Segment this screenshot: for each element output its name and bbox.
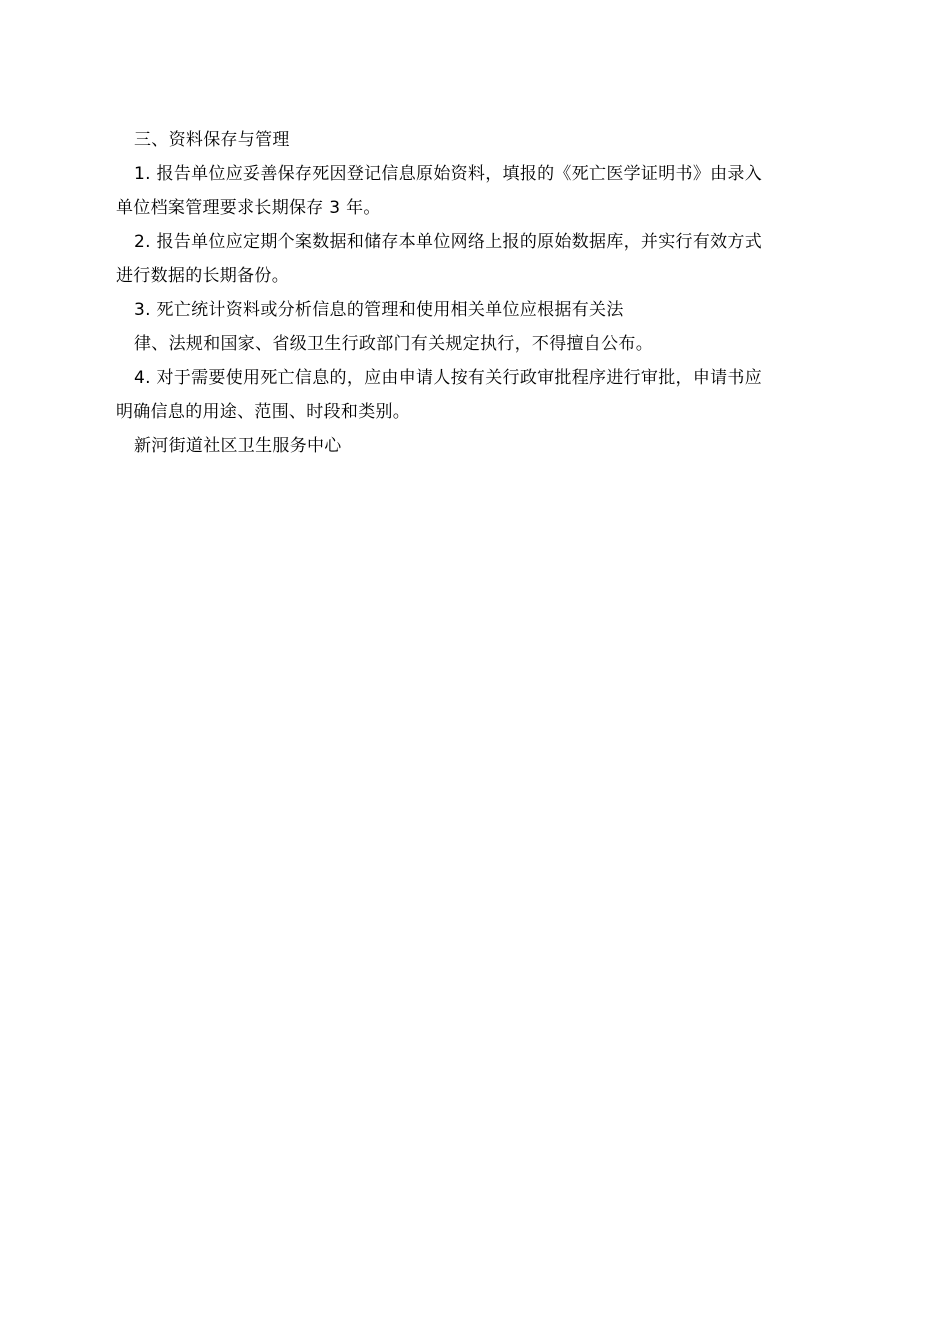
section-heading: 三、资料保存与管理: [134, 130, 290, 150]
paragraph-4-line-2: 明确信息的用途、范围、时段和类别。: [116, 402, 411, 422]
paragraph-2-line-2: 进行数据的长期备份。: [116, 266, 289, 286]
signature-organization: 新河街道社区卫生服务中心: [134, 436, 342, 456]
document-body: [116, 123, 836, 463]
paragraph-1-line-1: 1. 报告单位应妥善保存死因登记信息原始资料，填报的《死亡医学证明书》由录入: [134, 164, 763, 184]
paragraph-2-line-1: 2. 报告单位应定期个案数据和储存本单位网络上报的原始数据库，并实行有效方式: [134, 232, 763, 252]
paragraph-4-line-1: 4. 对于需要使用死亡信息的，应由申请人按有关行政审批程序进行审批，申请书应: [134, 368, 763, 388]
paragraph-1-line-2: 单位档案管理要求长期保存 3 年。: [116, 198, 381, 218]
paragraph-3-line-2: 律、法规和国家、省级卫生行政部门有关规定执行，不得擅自公布。: [134, 334, 653, 354]
paragraph-3-line-1: 3. 死亡统计资料或分析信息的管理和使用相关单位应根据有关法: [134, 300, 624, 320]
